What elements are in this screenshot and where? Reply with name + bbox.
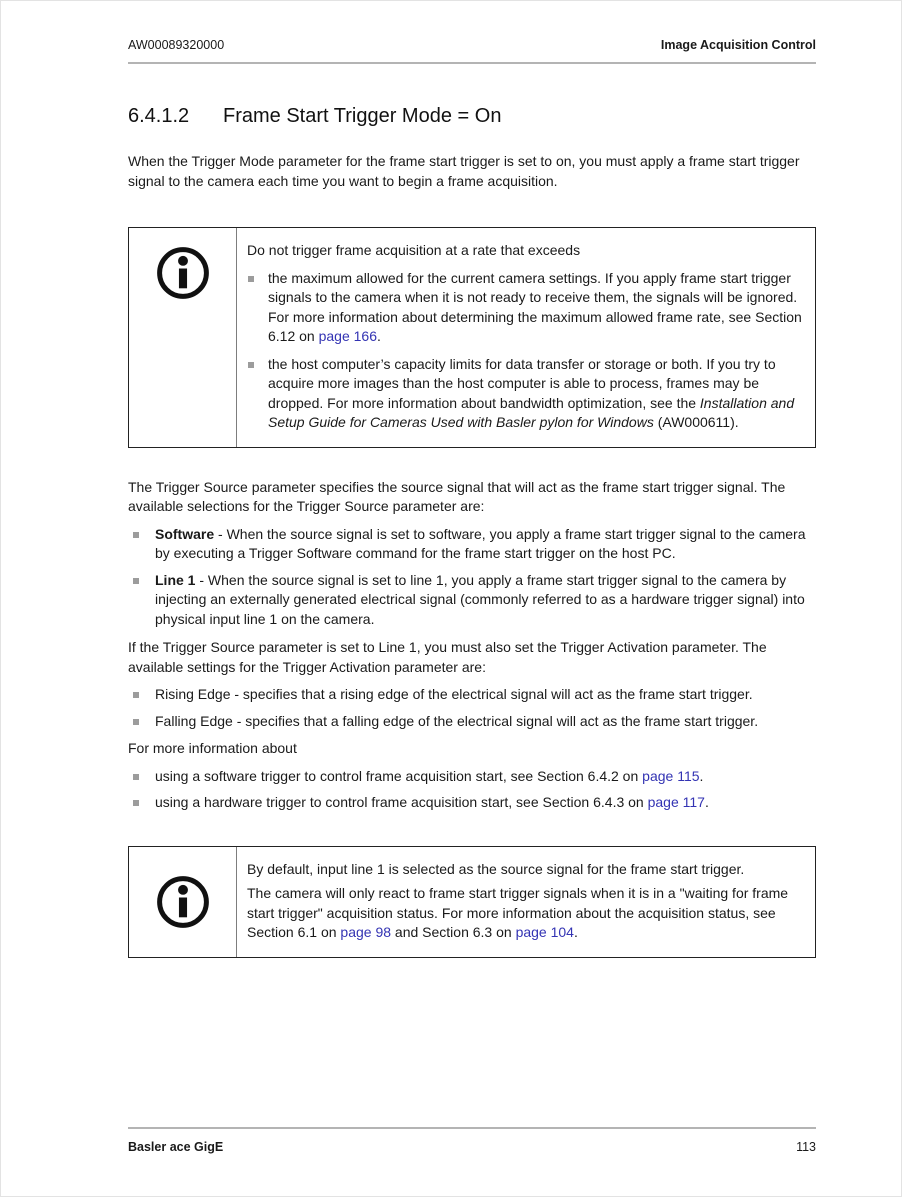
list-item [128,793,816,813]
list-item-text: the host computer’s capacity limits for data transfer or storage or both. If you try to acquire more images than the host computer is able to process, frames may be dropped. For more information about bandwidth optimization, see the Installation and Setup Guide for Cameras Used with Basler pylon for Windows (AW000611). [268,355,795,430]
document-number: AW00089320000 [128,38,225,52]
list-item [128,767,816,787]
page-link[interactable]: page 104 [515,924,574,940]
page-link[interactable]: page 117 [647,794,705,810]
note-body [237,228,815,447]
page-link[interactable]: page 98 [340,924,392,940]
paragraph-trigger-mode-intro: When the Trigger Mode parameter for the frame start trigger is set to on, you must apply a frame start trigger signal to the camera each time you want to begin a frame acquisition. [128,153,800,189]
list-item [247,355,803,433]
list-item [128,571,816,630]
section-number: 6.4.1.2 [128,105,190,127]
note-body [237,847,815,957]
trigger-source-list [128,525,816,630]
trigger-activation-list [128,685,816,731]
list-item-text: using a hardware trigger to control frame acquisition start, see Section 6.4.3 on page 117. [155,794,709,810]
page-number: 113 [796,1140,816,1154]
note-bullet-list [247,269,803,433]
paragraph-more-info: For more information about [128,740,297,756]
list-item-text: using a software trigger to control frame acquisition start, see Section 6.4.2 on page 115. [155,767,704,784]
page-link[interactable]: page 166 [318,328,378,344]
note-text: By default, input line 1 is selected as the source signal for the frame start trigger. [247,860,745,877]
note-intro-text: Do not trigger frame acquisition at a rate that exceeds [247,242,581,258]
page-footer [128,1127,816,1155]
list-item [247,269,803,347]
paragraph-trigger-source: The Trigger Source parameter specifies the source signal that will act as the frame start trigger signal. The available selections for the Trigger Source parameter are: [128,478,786,514]
note-text: The camera will only react to frame start trigger signals when it is in a "waiting for frame start trigger" acquisition status. For more information about the acquisition status, see Section 6.1 on page 98 and Section 6.3 on page 104. [247,885,789,940]
info-icon [156,246,210,300]
footer-doc-title: Basler ace GigE [128,1140,224,1154]
note-icon-cell [129,847,237,957]
list-item [128,712,816,732]
page-link[interactable]: page 115 [642,767,700,784]
more-info-list [128,767,816,813]
section-heading [128,104,816,128]
page-header [128,1,816,64]
info-icon [156,875,210,929]
list-item-text: the maximum allowed for the current camera settings. If you apply frame start trigger signals to the camera when it is not ready to receive them, the signals will be ignored. [268,269,798,305]
list-item-text: Line 1 - When the source signal is set to line 1, you apply a frame start trigger signal to the camera by injecting an externally generated electrical signal (commonly referred to as a hardware trigger signal) into physical input line 1 on the camera. [155,571,805,627]
list-item-text: For more information about determining the maximum allowed frame rate, see Section 6.12 on page 166. [268,308,802,344]
note-box-default-source [128,846,816,958]
note-box-trigger-rate [128,227,816,448]
list-item-text: Falling Edge - specifies that a falling edge of the electrical signal will act as the frame start trigger. [155,712,759,729]
list-item-text: Software - When the source signal is set to software, you apply a frame start trigger signal to the camera by executing a Trigger Software command for the frame start trigger on the host PC. [155,525,806,561]
note-icon-cell [129,228,237,447]
paragraph-trigger-activation: If the Trigger Source parameter is set to Line 1, you must also set the Trigger Activation parameter. The available settings for the Trigger Activation parameter are: [128,639,767,675]
chapter-title: Image Acquisition Control [660,38,816,52]
section-title: Frame Start Trigger Mode = On [223,105,502,127]
list-item-text: Rising Edge - specifies that a rising edge of the electrical signal will act as the frame start trigger. [155,686,753,702]
list-item [128,525,816,564]
list-item [128,685,816,705]
